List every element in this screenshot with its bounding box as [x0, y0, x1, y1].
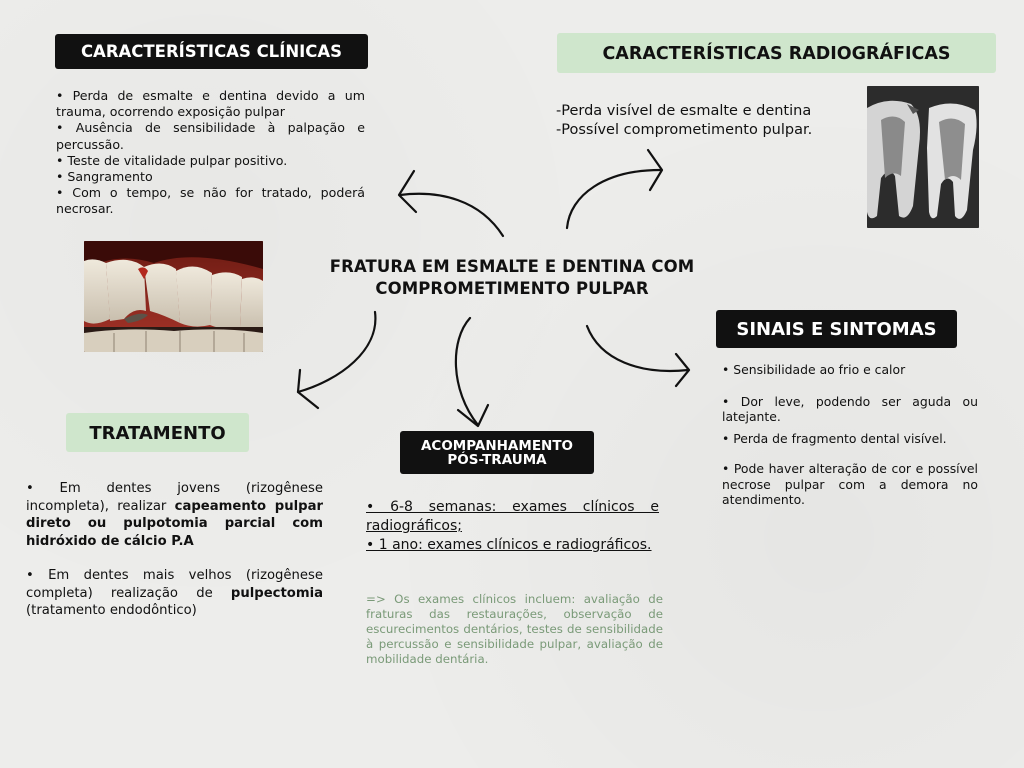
- list-item: • 1 ano: exames clínicos e radiográficos.: [366, 537, 652, 553]
- arrowhead-signs: [676, 354, 689, 386]
- followup-note: => Os exames clínicos incluem: avaliação de fraturas das restaurações, observação de escurecimentos dentários, testes de sensibilidade à percussão e sensibilidade pulpar, avaliação de mobilidade dentária.: [366, 592, 663, 666]
- list-item: • Sangramento: [56, 169, 153, 185]
- arrowhead-radiographic: [648, 150, 662, 190]
- center-title-line1: FRATURA EM ESMALTE E DENTINA COM: [329, 257, 695, 276]
- arrow-to-followup: [456, 318, 478, 425]
- arrowhead-followup: [458, 405, 488, 426]
- radiographic-heading: CARACTERÍSTICAS RADIOGRÁFICAS: [557, 33, 996, 73]
- clinical-photo: [84, 241, 263, 352]
- treatment-p2-text: • Em dentes mais velhos (rizogênese completa) realização de: [26, 568, 323, 601]
- arrowhead-treatment: [298, 370, 318, 408]
- followup-heading: [400, 431, 594, 474]
- arrow-to-radiographic: [567, 170, 660, 228]
- treatment-p2-post: (tratamento endodôntico): [26, 603, 197, 618]
- fractured-tooth-image: [84, 241, 263, 352]
- treatment-text: [26, 480, 323, 620]
- followup-heading-line2: PÓS-TRAUMA: [447, 452, 547, 468]
- xray-image: [867, 86, 979, 228]
- arrowhead-clinical: [399, 171, 416, 212]
- list-item: • Perda de fragmento dental visível.: [722, 430, 947, 446]
- list-item: • Com o tempo, se não for tratado, poderá necrosar.: [56, 185, 365, 217]
- center-title-line2: COMPROMETIMENTO PULPAR: [375, 279, 649, 298]
- center-title: [280, 256, 744, 300]
- clinical-list: [56, 88, 365, 218]
- list-item: • Ausência de sensibilidade à palpação e percussão.: [56, 120, 365, 152]
- list-item: • 6-8 semanas: exames clínicos e radiográficos;: [366, 499, 659, 534]
- radiographic-line1: -Perda visível de esmalte e dentina: [556, 103, 812, 119]
- radiographic-text: [556, 102, 856, 140]
- followup-heading-line1: ACOMPANHAMENTO: [420, 438, 574, 454]
- list-item: • Teste de vitalidade pulpar positivo.: [56, 152, 288, 168]
- xray-photo: [867, 86, 979, 228]
- signs-heading: SINAIS E SINTOMAS: [716, 310, 957, 348]
- clinical-heading: CARACTERÍSTICAS CLÍNICAS: [55, 34, 368, 69]
- treatment-paragraph-2: [26, 567, 323, 620]
- arrow-to-clinical: [400, 194, 503, 236]
- treatment-p2-bold: pulpectomia: [230, 585, 323, 601]
- signs-list: [722, 362, 978, 508]
- treatment-heading: TRATAMENTO: [66, 413, 249, 452]
- treatment-p1-bold: capeamento pulpar direto ou pulpotomia parcial com hidróxido de cálcio P.A: [26, 498, 323, 549]
- treatment-p1-text: • Em dentes jovens (rizogênese incompleta), realizar: [26, 481, 323, 514]
- list-item: • Sensibilidade ao frio e calor: [722, 362, 906, 377]
- list-item: • Pode haver alteração de cor e possível necrose pulpar com a demora no atendimento.: [722, 461, 978, 507]
- list-item: • Dor leve, podendo ser aguda ou latejante.: [722, 393, 978, 424]
- followup-list: [366, 498, 659, 555]
- list-item: • Perda de esmalte e dentina devido a um trauma, ocorrendo exposição pulpar: [56, 88, 365, 120]
- arrow-to-treatment: [298, 312, 375, 392]
- radiographic-line2: -Possível comprometimento pulpar.: [556, 122, 813, 138]
- treatment-paragraph-1: [26, 480, 323, 550]
- arrow-to-signs: [587, 326, 688, 371]
